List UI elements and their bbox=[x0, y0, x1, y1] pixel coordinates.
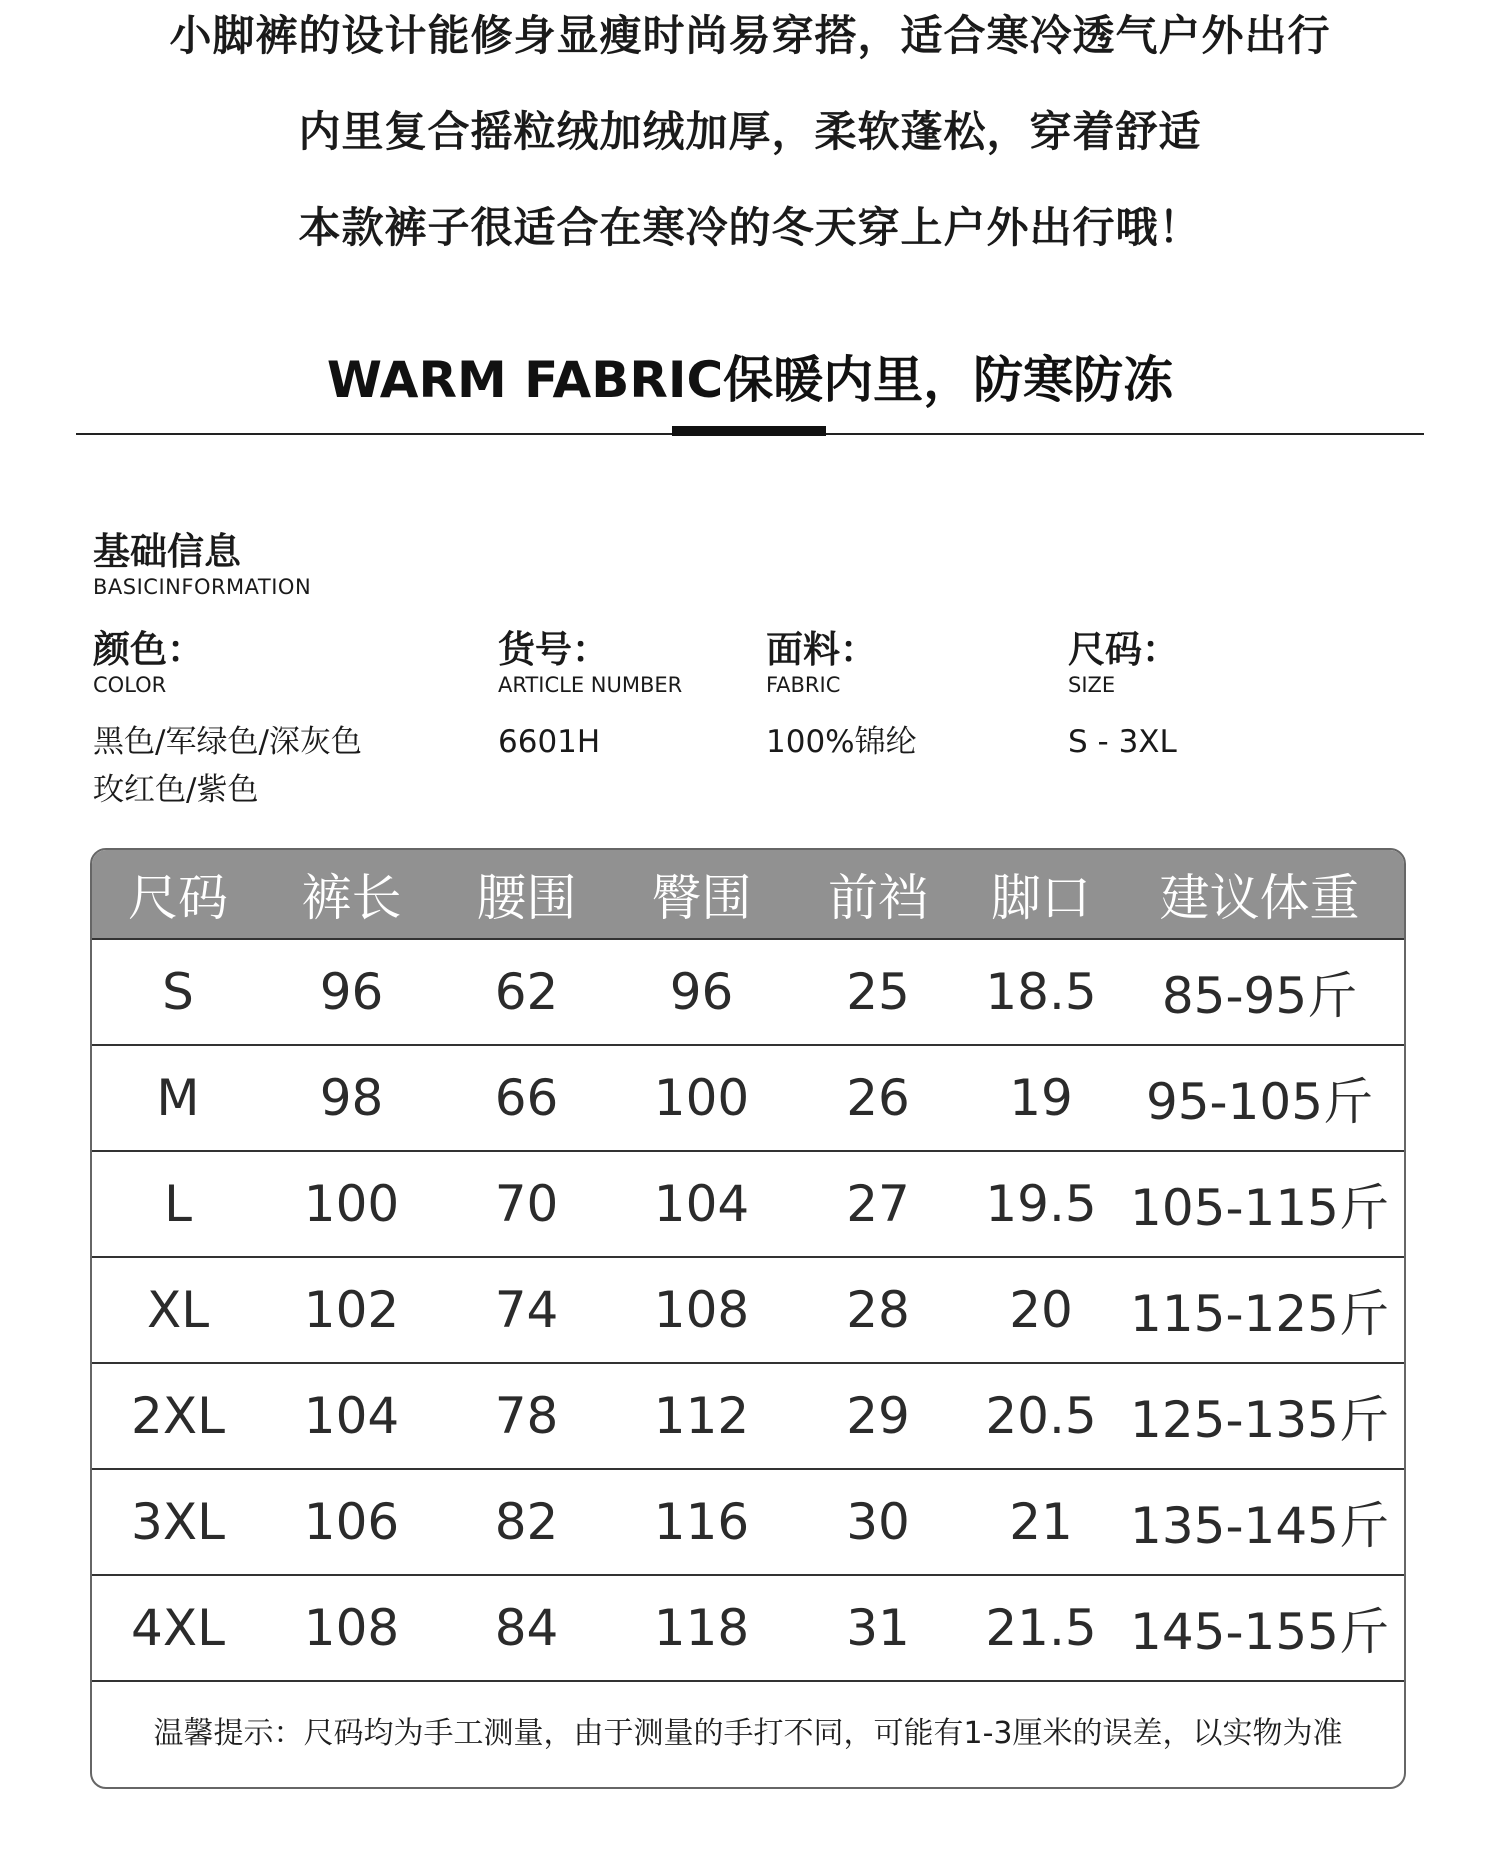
table-cell: 21.5 bbox=[967, 1575, 1115, 1681]
intro-line-3: 本款裤子很适合在寒冷的冬天穿上户外出行哦！ bbox=[298, 203, 1202, 252]
basic-info-subtitle: BASICINFORMATION bbox=[93, 575, 312, 599]
header-hem: 脚口 bbox=[967, 850, 1115, 939]
header-waist: 腰围 bbox=[439, 850, 614, 939]
table-cell: 2XL bbox=[92, 1363, 264, 1469]
header-length: 裤长 bbox=[264, 850, 439, 939]
table-cell: 96 bbox=[264, 939, 439, 1045]
table-cell: 102 bbox=[264, 1257, 439, 1363]
attr-color-value-line-2: 玫红色/紫色 bbox=[93, 772, 259, 808]
table-cell: 96 bbox=[614, 939, 789, 1045]
header-front-rise: 前裆 bbox=[789, 850, 967, 939]
table-cell: 25 bbox=[789, 939, 967, 1045]
table-cell: 105-115斤 bbox=[1115, 1151, 1404, 1257]
section-divider-accent bbox=[672, 426, 826, 436]
header-size: 尺码 bbox=[92, 850, 264, 939]
table-cell: 19 bbox=[967, 1045, 1115, 1151]
table-cell: 115-125斤 bbox=[1115, 1257, 1404, 1363]
table-cell: 104 bbox=[614, 1151, 789, 1257]
attr-size-value: S - 3XL bbox=[1068, 724, 1177, 760]
table-cell: 30 bbox=[789, 1469, 967, 1575]
table-cell: L bbox=[92, 1151, 264, 1257]
table-cell: 84 bbox=[439, 1575, 614, 1681]
attr-article-label-en: ARTICLE NUMBER bbox=[498, 673, 683, 697]
attr-color-value-line-1: 黑色/军绿色/深灰色 bbox=[93, 724, 362, 760]
attr-color-value bbox=[93, 718, 362, 814]
table-row bbox=[92, 1363, 1404, 1469]
attr-fabric-label-en: FABRIC bbox=[766, 673, 841, 697]
table-cell: 31 bbox=[789, 1575, 967, 1681]
table-row bbox=[92, 1575, 1404, 1681]
table-row bbox=[92, 1151, 1404, 1257]
table-cell: 62 bbox=[439, 939, 614, 1045]
table-cell: 21 bbox=[967, 1469, 1115, 1575]
attr-article-value: 6601H bbox=[498, 724, 601, 760]
table-cell: 74 bbox=[439, 1257, 614, 1363]
attr-size-label: 尺码： bbox=[1068, 628, 1179, 671]
table-cell: 125-135斤 bbox=[1115, 1363, 1404, 1469]
table-cell: 85-95斤 bbox=[1115, 939, 1404, 1045]
attr-fabric bbox=[766, 628, 917, 766]
attr-article-label: 货号： bbox=[498, 628, 609, 671]
table-row bbox=[92, 1469, 1404, 1575]
table-cell: 106 bbox=[264, 1469, 439, 1575]
attr-size-label-en: SIZE bbox=[1068, 673, 1116, 697]
table-cell: M bbox=[92, 1045, 264, 1151]
table-cell: 82 bbox=[439, 1469, 614, 1575]
attr-fabric-label: 面料： bbox=[766, 628, 877, 671]
size-table-header bbox=[92, 850, 1404, 939]
basic-info-title: 基础信息 bbox=[93, 530, 241, 573]
table-cell: 20 bbox=[967, 1257, 1115, 1363]
table-cell: S bbox=[92, 939, 264, 1045]
table-cell: XL bbox=[92, 1257, 264, 1363]
table-cell: 20.5 bbox=[967, 1363, 1115, 1469]
table-cell: 108 bbox=[264, 1575, 439, 1681]
attr-color bbox=[93, 628, 362, 814]
header-hip: 臀围 bbox=[614, 850, 789, 939]
table-row bbox=[92, 939, 1404, 1045]
table-cell: 116 bbox=[614, 1469, 789, 1575]
table-row bbox=[92, 1257, 1404, 1363]
intro-line-2: 内里复合摇粒绒加绒加厚，柔软蓬松，穿着舒适 bbox=[298, 107, 1202, 156]
table-cell: 112 bbox=[614, 1363, 789, 1469]
table-row bbox=[92, 1045, 1404, 1151]
table-cell: 100 bbox=[264, 1151, 439, 1257]
measurement-note: 温馨提示：尺码均为手工测量，由于测量的手打不同，可能有1-3厘米的误差，以实物为准 bbox=[153, 1716, 1343, 1751]
table-cell: 27 bbox=[789, 1151, 967, 1257]
table-cell: 26 bbox=[789, 1045, 967, 1151]
table-cell: 98 bbox=[264, 1045, 439, 1151]
attr-size bbox=[1068, 628, 1179, 766]
table-cell: 104 bbox=[264, 1363, 439, 1469]
table-cell: 19.5 bbox=[967, 1151, 1115, 1257]
table-cell: 108 bbox=[614, 1257, 789, 1363]
table-cell: 18.5 bbox=[967, 939, 1115, 1045]
attr-fabric-value: 100%锦纶 bbox=[766, 724, 917, 760]
table-cell: 70 bbox=[439, 1151, 614, 1257]
table-cell: 66 bbox=[439, 1045, 614, 1151]
intro-text bbox=[0, 0, 1500, 276]
table-cell: 95-105斤 bbox=[1115, 1045, 1404, 1151]
table-cell: 28 bbox=[789, 1257, 967, 1363]
header-weight: 建议体重 bbox=[1115, 850, 1404, 939]
basic-info-heading bbox=[93, 530, 311, 600]
attr-article bbox=[498, 628, 682, 766]
section-title: WARM FABRIC保暖内里，防寒防冻 bbox=[326, 351, 1174, 409]
attr-color-label-en: COLOR bbox=[93, 673, 167, 697]
table-cell: 3XL bbox=[92, 1469, 264, 1575]
table-cell: 118 bbox=[614, 1575, 789, 1681]
size-table bbox=[92, 850, 1404, 1682]
table-cell: 78 bbox=[439, 1363, 614, 1469]
table-cell: 135-145斤 bbox=[1115, 1469, 1404, 1575]
table-cell: 4XL bbox=[92, 1575, 264, 1681]
attr-color-label: 颜色： bbox=[93, 628, 204, 671]
table-cell: 29 bbox=[789, 1363, 967, 1469]
table-cell: 145-155斤 bbox=[1115, 1575, 1404, 1681]
intro-line-1: 小脚裤的设计能修身显瘦时尚易穿搭，适合寒冷透气户外出行 bbox=[169, 11, 1331, 60]
table-cell: 100 bbox=[614, 1045, 789, 1151]
size-chart bbox=[90, 848, 1406, 1789]
